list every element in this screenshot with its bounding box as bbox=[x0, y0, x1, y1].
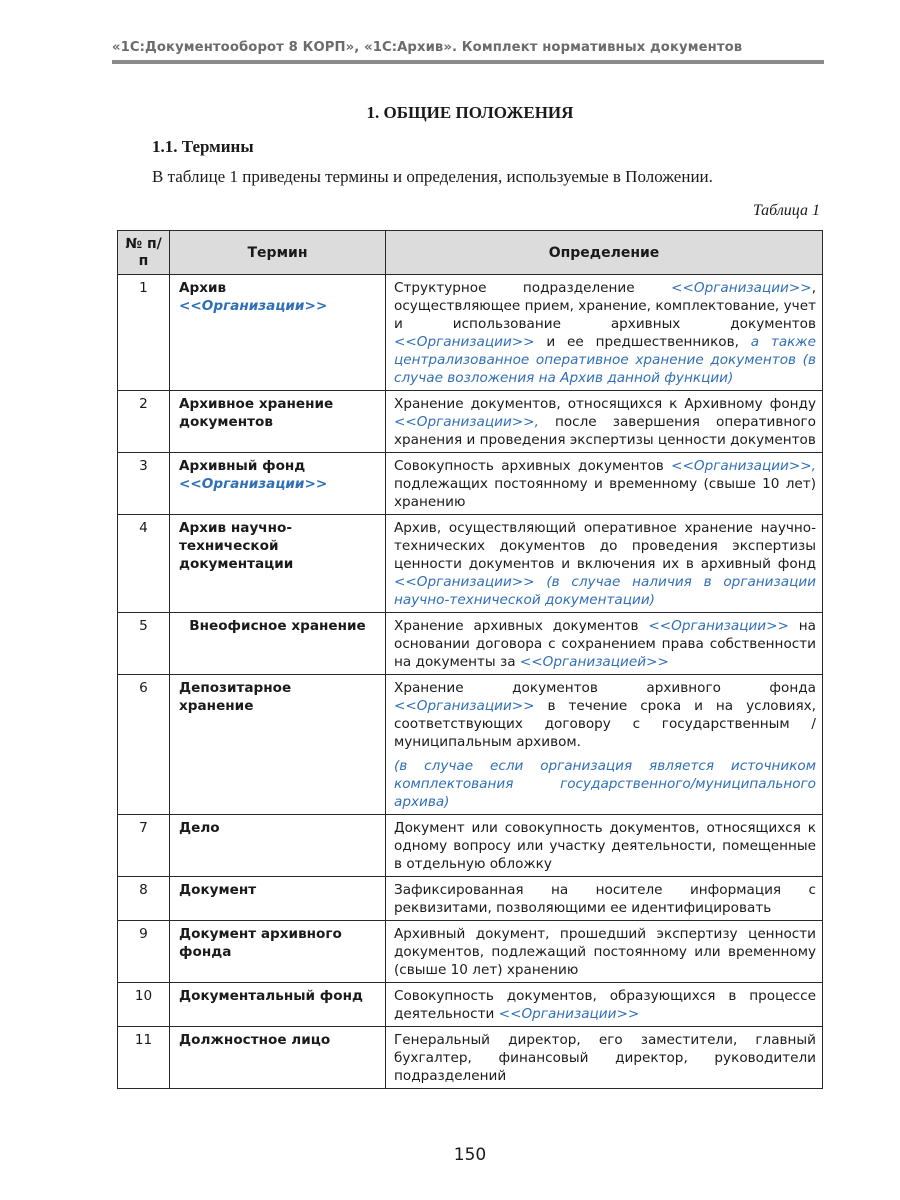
org-placeholder: <<Организации>>, bbox=[394, 414, 539, 430]
row-term: Внеофисное хранение bbox=[170, 613, 386, 675]
row-num: 9 bbox=[118, 921, 170, 983]
row-num: 5 bbox=[118, 613, 170, 675]
row-term: Архивное хранение документов bbox=[170, 391, 386, 453]
row-definition bbox=[386, 675, 823, 815]
term-text: Архив bbox=[179, 280, 227, 296]
row-num: 6 bbox=[118, 675, 170, 815]
row-num: 10 bbox=[118, 983, 170, 1027]
term-org-placeholder: <<Организации>> bbox=[179, 298, 328, 314]
term-text: Архивный фонд bbox=[179, 458, 306, 474]
definition-text: Структурное подразделение bbox=[394, 280, 635, 296]
definition-text: Архив, осуществляющий оперативное хранение научно-технических документов до проведения экспертизы ценности документов и включения их в архивный фонд bbox=[394, 520, 816, 572]
row-definition bbox=[386, 275, 823, 391]
row-definition: Зафиксированная на носителе информация с реквизитами, позволяющими ее идентифицировать bbox=[386, 877, 823, 921]
row-definition bbox=[386, 613, 823, 675]
row-num: 3 bbox=[118, 453, 170, 515]
org-placeholder: <<Организации>> bbox=[394, 334, 535, 350]
row-definition bbox=[386, 391, 823, 453]
row-term: Документ архивного фонда bbox=[170, 921, 386, 983]
org-placeholder: <<Организации>> bbox=[648, 618, 789, 634]
definition-text: Хранение архивных документов bbox=[394, 618, 639, 634]
definition-note: а также централизованное оперативное хранение документов (в случае возложения на Архив данной функции) bbox=[394, 334, 816, 386]
header-term: Термин bbox=[170, 231, 386, 275]
definition-text: , осуществляющее прием, хранение, комплектование, учет и использование архивных документов bbox=[394, 280, 817, 332]
definition-text: в течение срока и на условиях, соответствующих договору с государственным / муниципальным архивом. bbox=[394, 698, 816, 750]
intro-paragraph: В таблице 1 приведены термины и определения, используемые в Положении. bbox=[152, 167, 713, 186]
terms-table bbox=[117, 230, 823, 1089]
term-org-placeholder: <<Организации>> bbox=[179, 476, 328, 492]
definition-text: на основании договора с сохранением права собственности на документы за bbox=[394, 618, 816, 670]
row-definition bbox=[386, 515, 823, 613]
definition-text: и ее предшественников, bbox=[534, 334, 739, 350]
org-placeholder: <<Организации>> bbox=[498, 1006, 640, 1022]
header-definition: Определение bbox=[386, 231, 823, 275]
table-row bbox=[118, 877, 823, 921]
definition-note: (в случае если организация является источником комплектования государственного/муниципального архива) bbox=[394, 758, 816, 810]
page-number: 150 bbox=[453, 1145, 487, 1165]
row-num: 8 bbox=[118, 877, 170, 921]
table-row bbox=[118, 391, 823, 453]
header-num: № п/п bbox=[118, 231, 170, 275]
row-definition: Документ или совокупность документов, относящихся к одному вопросу или участку деятельности, помещенные в отдельную обложку bbox=[386, 815, 823, 877]
definition-text: после завершения оперативного хранения и проведения экспертизы ценности документов bbox=[394, 414, 816, 448]
row-term bbox=[170, 453, 386, 515]
row-term: Архив научно-технической документации bbox=[170, 515, 386, 613]
table-row bbox=[118, 515, 823, 613]
row-term: Должностное лицо bbox=[170, 1027, 386, 1089]
row-term: Документальный фонд bbox=[170, 983, 386, 1027]
row-term: Дело bbox=[170, 815, 386, 877]
definition-text: Хранение документов архивного фонда bbox=[394, 680, 816, 696]
org-placeholder: <<Организации>>, bbox=[671, 458, 816, 474]
definition-text: подлежащих постоянному и временному (свыше 10 лет) хранению bbox=[394, 476, 816, 510]
subsection-title: 1.1. Термины bbox=[152, 137, 254, 156]
table-row bbox=[118, 613, 823, 675]
table-row bbox=[118, 815, 823, 877]
section-title: 1. ОБЩИЕ ПОЛОЖЕНИЯ bbox=[366, 103, 574, 122]
definition-text: Хранение документов, относящихся к Архивному фонду bbox=[394, 396, 816, 412]
table-caption: Таблица 1 bbox=[752, 202, 820, 219]
row-term: Документ bbox=[170, 877, 386, 921]
row-definition bbox=[386, 453, 823, 515]
table-row bbox=[118, 983, 823, 1027]
row-num: 2 bbox=[118, 391, 170, 453]
table-row bbox=[118, 675, 823, 815]
header-rule bbox=[112, 60, 824, 64]
table-row bbox=[118, 453, 823, 515]
definition-text: Совокупность документов, образующихся в процессе деятельности bbox=[394, 988, 816, 1022]
row-num: 1 bbox=[118, 275, 170, 391]
table-row bbox=[118, 275, 823, 391]
row-definition: Генеральный директор, его заместители, главный бухгалтер, финансовый директор, руководители подразделений bbox=[386, 1027, 823, 1089]
row-num: 11 bbox=[118, 1027, 170, 1089]
row-term bbox=[170, 275, 386, 391]
row-term: Депозитарное хранение bbox=[170, 675, 386, 815]
running-header: «1С:Документооборот 8 КОРП», «1С:Архив». Комплект нормативных документов bbox=[112, 40, 743, 55]
row-num: 7 bbox=[118, 815, 170, 877]
org-placeholder: <<Организации>> bbox=[671, 280, 812, 296]
org-placeholder: <<Организации>> bbox=[394, 698, 535, 714]
row-definition: Архивный документ, прошедший экспертизу ценности документов, подлежащий постоянному или временному (свыше 10 лет) хранению bbox=[386, 921, 823, 983]
definition-note: (в случае наличия в организации научно-технической документации) bbox=[394, 574, 816, 608]
table-row bbox=[118, 921, 823, 983]
row-num: 4 bbox=[118, 515, 170, 613]
org-placeholder: <<Организации>> bbox=[394, 574, 535, 590]
table-row bbox=[118, 1027, 823, 1089]
row-definition bbox=[386, 983, 823, 1027]
org-placeholder: <<Организацией>> bbox=[519, 654, 669, 670]
definition-text: Совокупность архивных документов bbox=[394, 458, 664, 474]
table-header-row bbox=[118, 231, 823, 275]
